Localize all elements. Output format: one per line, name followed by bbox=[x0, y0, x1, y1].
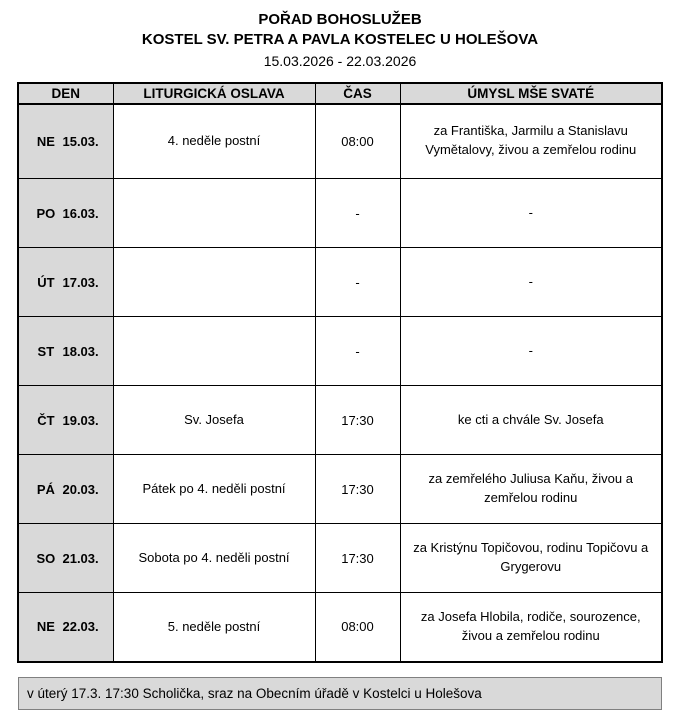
day-date: 20.03. bbox=[62, 481, 99, 497]
time-cell: - bbox=[315, 248, 400, 317]
day-abbr: PO bbox=[36, 205, 56, 221]
day-abbr: NE bbox=[36, 133, 55, 149]
table-row bbox=[18, 524, 662, 593]
intention-cell: za Františka, Jarmilu a Stanislavu Vymětalovy, živou a zemřelou rodinu bbox=[400, 104, 662, 179]
date-range: 15.03.2026 - 22.03.2026 bbox=[263, 52, 417, 69]
celebration-cell bbox=[113, 179, 315, 248]
table-row bbox=[18, 179, 662, 248]
intention-cell: ke cti a chvále Sv. Josefa bbox=[400, 386, 662, 455]
day-abbr: NE bbox=[36, 619, 55, 635]
page-title: POŘAD BOHOSLUŽEB bbox=[258, 11, 422, 28]
column-header-time: ČAS bbox=[315, 83, 400, 104]
time-cell: 17:30 bbox=[315, 386, 400, 455]
table-row bbox=[18, 317, 662, 386]
page-subtitle: KOSTEL SV. PETRA A PAVLA KOSTELEC U HOLEŠOVA bbox=[141, 31, 539, 49]
intention-cell: za zemřelého Juliusa Kaňu, živou a zemřelou rodinu bbox=[400, 455, 662, 524]
day-date: 15.03. bbox=[62, 133, 99, 149]
column-header-intention: ÚMYSL MŠE SVATÉ bbox=[400, 83, 662, 104]
day-abbr: ST bbox=[37, 343, 55, 359]
day-cell bbox=[18, 386, 113, 455]
day-cell bbox=[18, 524, 113, 593]
day-cell bbox=[18, 455, 113, 524]
table-row bbox=[18, 593, 662, 662]
time-cell: 17:30 bbox=[315, 455, 400, 524]
document-header bbox=[0, 0, 680, 72]
time-cell: - bbox=[315, 179, 400, 248]
intention-cell: - bbox=[400, 179, 662, 248]
day-abbr: PÁ bbox=[36, 481, 55, 497]
time-cell: 08:00 bbox=[315, 593, 400, 662]
day-date: 22.03. bbox=[62, 619, 99, 635]
header-row bbox=[18, 83, 662, 104]
day-date: 17.03. bbox=[62, 274, 99, 290]
footer-note: v úterý 17.3. 17:30 Scholička, sraz na Obecním úřadě v Kostelci u Holešova bbox=[18, 677, 662, 710]
schedule-table bbox=[17, 82, 663, 663]
intention-cell: za Josefa Hlobila, rodiče, sourozence, živou a zemřelou rodinu bbox=[400, 593, 662, 662]
day-cell bbox=[18, 248, 113, 317]
celebration-cell bbox=[113, 317, 315, 386]
day-cell bbox=[18, 179, 113, 248]
day-cell bbox=[18, 104, 113, 179]
celebration-cell: Pátek po 4. neděli postní bbox=[113, 455, 315, 524]
day-cell bbox=[18, 593, 113, 662]
celebration-cell bbox=[113, 248, 315, 317]
time-cell: 08:00 bbox=[315, 104, 400, 179]
day-abbr: ÚT bbox=[37, 274, 55, 290]
celebration-cell: 5. neděle postní bbox=[113, 593, 315, 662]
day-abbr: ČT bbox=[37, 412, 55, 428]
intention-cell: - bbox=[400, 317, 662, 386]
intention-cell: - bbox=[400, 248, 662, 317]
day-date: 19.03. bbox=[62, 412, 99, 428]
day-date: 16.03. bbox=[62, 205, 99, 221]
table-row bbox=[18, 248, 662, 317]
day-date: 18.03. bbox=[62, 343, 99, 359]
time-cell: - bbox=[315, 317, 400, 386]
celebration-cell: 4. neděle postní bbox=[113, 104, 315, 179]
intention-cell: za Kristýnu Topičovou, rodinu Topičovu a Grygerovu bbox=[400, 524, 662, 593]
table-row bbox=[18, 104, 662, 179]
time-cell: 17:30 bbox=[315, 524, 400, 593]
table-row bbox=[18, 455, 662, 524]
day-cell bbox=[18, 317, 113, 386]
celebration-cell: Sv. Josefa bbox=[113, 386, 315, 455]
table-row bbox=[18, 386, 662, 455]
column-header-celebration: LITURGICKÁ OSLAVA bbox=[113, 83, 315, 104]
day-abbr: SO bbox=[36, 550, 56, 566]
column-header-day: DEN bbox=[18, 83, 113, 104]
day-date: 21.03. bbox=[62, 550, 99, 566]
celebration-cell: Sobota po 4. neděli postní bbox=[113, 524, 315, 593]
